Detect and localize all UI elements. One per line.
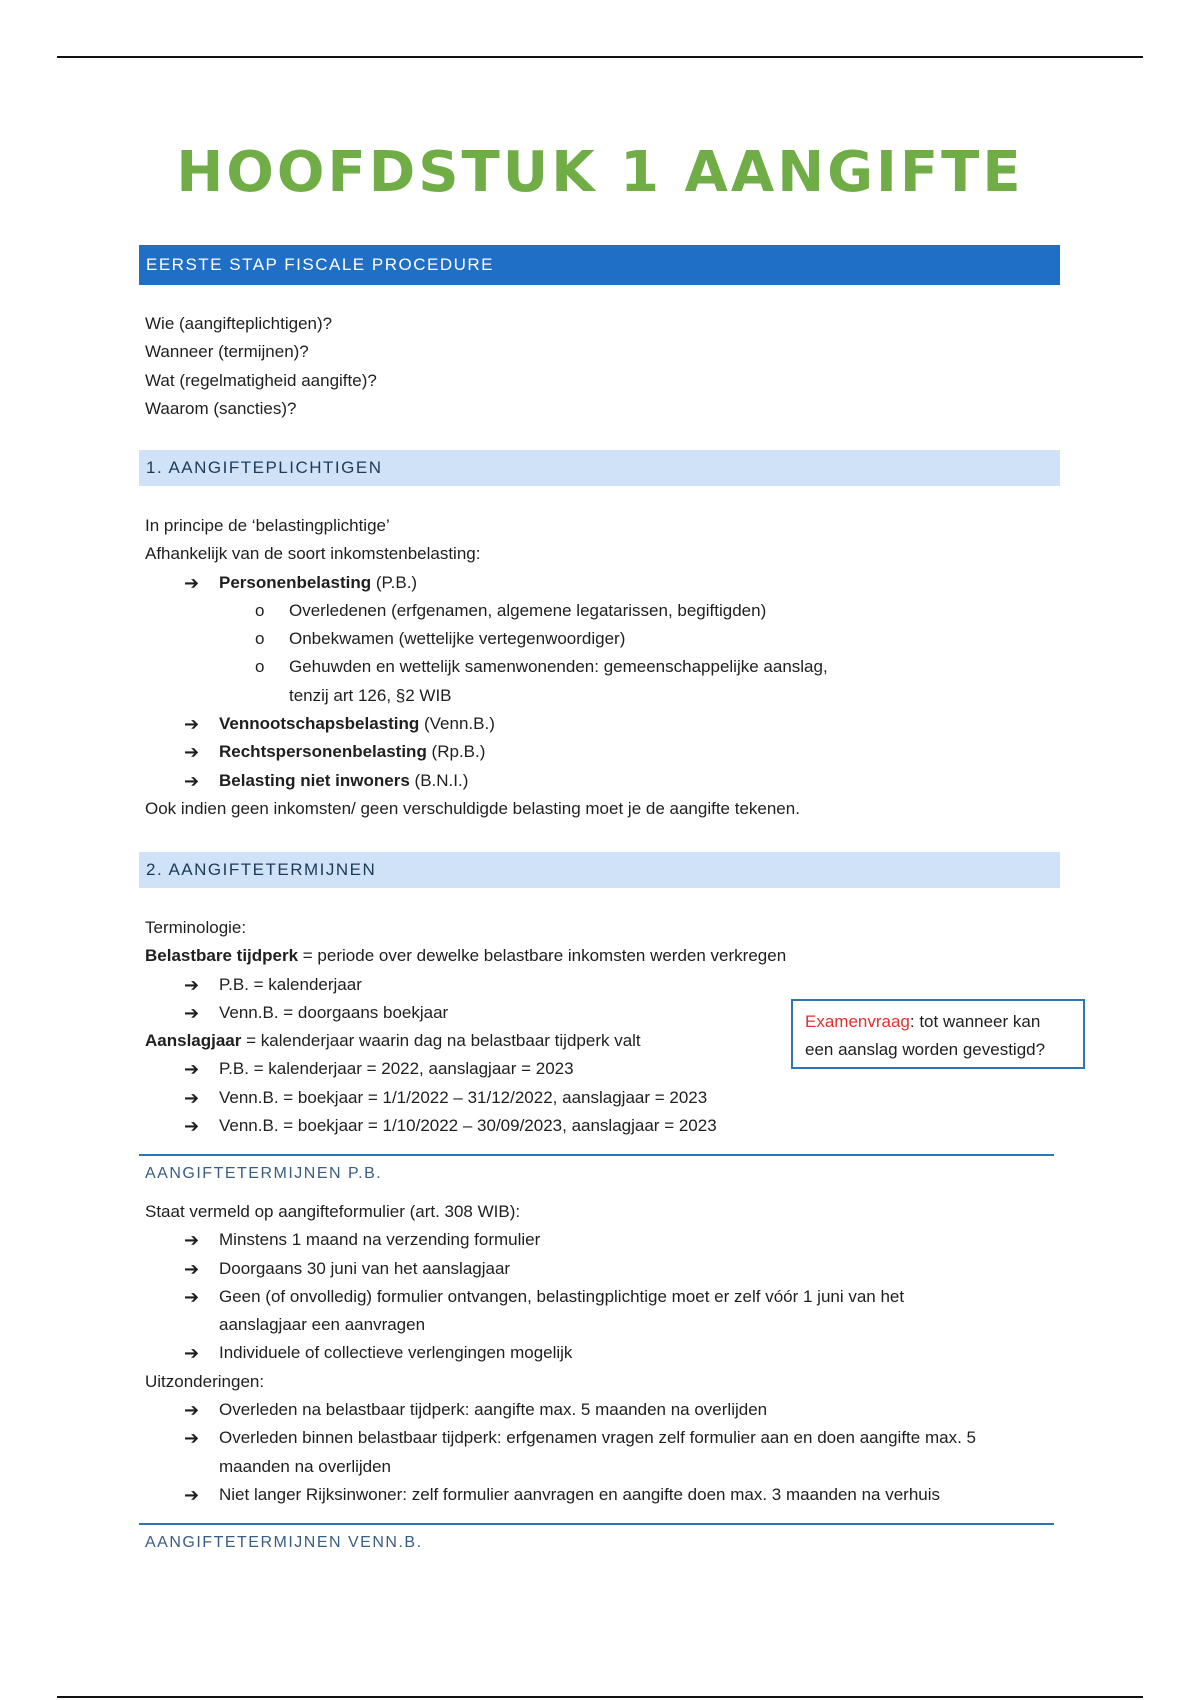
arrow-item: ➔ Minstens 1 maand na verzending formulier — [145, 1226, 1045, 1254]
arrow-item: ➔ Venn.B. = boekjaar = 1/1/2022 – 31/12/2022, aanslagjaar = 2023 — [145, 1084, 1045, 1112]
paragraph: Uitzonderingen: — [145, 1371, 265, 1391]
paragraph: In principe de ‘belastingplichtige’ — [145, 516, 390, 535]
arrow-continuation: maanden na overlijden — [219, 1456, 392, 1476]
arrow-item: ➔ Overleden na belastbaar tijdperk: aangifte max. 5 maanden na overlijden — [145, 1396, 1045, 1424]
paragraph: Terminologie: — [145, 918, 247, 937]
arrow-continuation: aanslagjaar een aanvragen — [219, 1315, 426, 1335]
bottom-rule — [57, 1696, 1143, 1698]
question: Wat (regelmatigheid aangifte)? — [145, 370, 377, 390]
arrow-item: ➔ Belasting niet inwoners (B.N.I.) — [145, 767, 1045, 795]
section-heading-aangifteplichtigen: 1. AANGIFTEPLICHTIGEN — [139, 450, 1060, 486]
arrow-icon: ➔ — [184, 770, 200, 791]
arrow-item: ➔ Geen (of onvolledig) formulier ontvangen, belastingplichtige moet er zelf vóór 1 juni van het — [145, 1283, 1045, 1311]
arrow-item: ➔ Venn.B. = boekjaar = 1/10/2022 – 30/09/2023, aanslagjaar = 2023 — [145, 1112, 1045, 1140]
bullet-continuation: tenzij art 126, §2 WIB — [289, 685, 452, 705]
arrow-item: ➔ P.B. = kalenderjaar — [145, 971, 1045, 999]
section-heading-main: EERSTE STAP FISCALE PROCEDURE — [139, 245, 1060, 285]
bullet-item: o Gehuwden en wettelijk samenwonenden: gemeenschappelijke aanslag, — [145, 653, 1045, 681]
bullet-icon: o — [255, 600, 265, 620]
paragraph: Afhankelijk van de soort inkomstenbelasting: — [145, 544, 481, 564]
arrow-icon: ➔ — [184, 1286, 200, 1307]
arrow-icon: ➔ — [184, 1059, 200, 1080]
arrow-icon: ➔ — [184, 714, 200, 735]
arrow-icon: ➔ — [184, 1230, 200, 1251]
arrow-item: ➔ Rechtspersonenbelasting (Rp.B.) — [145, 738, 1045, 766]
arrow-item: ➔ Personenbelasting (P.B.) — [145, 569, 1045, 597]
arrow-item: ➔ Doorgaans 30 juni van het aanslagjaar — [145, 1255, 1045, 1283]
arrow-icon: ➔ — [184, 1400, 200, 1421]
bullet-icon: o — [255, 629, 265, 649]
question: Wanneer (termijnen)? — [145, 342, 309, 362]
arrow-icon: ➔ — [184, 1428, 200, 1449]
section-heading-aangiftetermijnen: 2. AANGIFTETERMIJNEN — [139, 852, 1060, 888]
arrow-icon: ➔ — [184, 974, 200, 995]
exam-question-box: Examenvraag: tot wanneer kan een aanslag worden gevestigd? — [791, 999, 1085, 1069]
arrow-icon: ➔ — [184, 1087, 200, 1108]
question: Waarom (sancties)? — [145, 398, 297, 418]
termijnen-pb-body — [145, 1198, 1045, 1509]
arrow-icon: ➔ — [184, 572, 200, 593]
page-title: HOOFDSTUK 1 AANGIFTE — [176, 140, 1024, 205]
arrow-icon: ➔ — [184, 742, 200, 763]
bullet-item: o Onbekwamen (wettelijke vertegenwoordiger) — [145, 625, 1045, 653]
arrow-item: ➔ Overleden binnen belastbaar tijdperk: erfgenamen vragen zelf formulier aan en doen aangifte max. 5 — [145, 1424, 1045, 1452]
arrow-icon: ➔ — [184, 1002, 200, 1023]
arrow-item: ➔ P.B. = kalenderjaar = 2022, aanslagjaar = 2023 — [145, 1055, 1045, 1083]
bullet-item: o Overledenen (erfgenamen, algemene legatarissen, begiftigden) — [145, 597, 1045, 625]
subheading-termijnen-pb: AANGIFTETERMIJNEN P.B. — [139, 1154, 1054, 1183]
definition: Belastbare tijdperk = periode over dewelke belastbare inkomsten werden verkregen — [145, 946, 787, 966]
arrow-item: ➔ Individuele of collectieve verlengingen mogelijk — [145, 1339, 1045, 1367]
subheading-termijnen-vennb: AANGIFTETERMIJNEN VENN.B. — [139, 1523, 1054, 1552]
arrow-icon: ➔ — [184, 1343, 200, 1364]
arrow-item: ➔ Vennootschapsbelasting (Venn.B.) — [145, 710, 1045, 738]
arrow-icon: ➔ — [184, 1258, 200, 1279]
top-rule — [57, 56, 1143, 58]
arrow-item: ➔ Niet langer Rijksinwoner: zelf formulier aanvragen en aangifte doen max. 3 maanden na verhuis — [145, 1481, 1045, 1509]
questions-list — [145, 310, 1045, 423]
bullet-icon: o — [255, 657, 265, 677]
arrow-icon: ➔ — [184, 1116, 200, 1137]
aangifteplichtigen-body — [145, 512, 1045, 823]
paragraph: Staat vermeld op aangifteformulier (art. 308 WIB): — [145, 1202, 521, 1221]
arrow-item: ➔ Venn.B. = doorgaans boekjaar — [145, 999, 1045, 1027]
arrow-icon: ➔ — [184, 1484, 200, 1505]
paragraph: Ook indien geen inkomsten/ geen verschuldigde belasting moet je de aangifte tekenen. — [145, 798, 800, 818]
question: Wie (aangifteplichtigen)? — [145, 314, 333, 333]
exam-label: Examenvraag — [805, 1012, 910, 1031]
definition: Aanslagjaar = kalenderjaar waarin dag na belastbaar tijdperk valt — [145, 1031, 641, 1051]
